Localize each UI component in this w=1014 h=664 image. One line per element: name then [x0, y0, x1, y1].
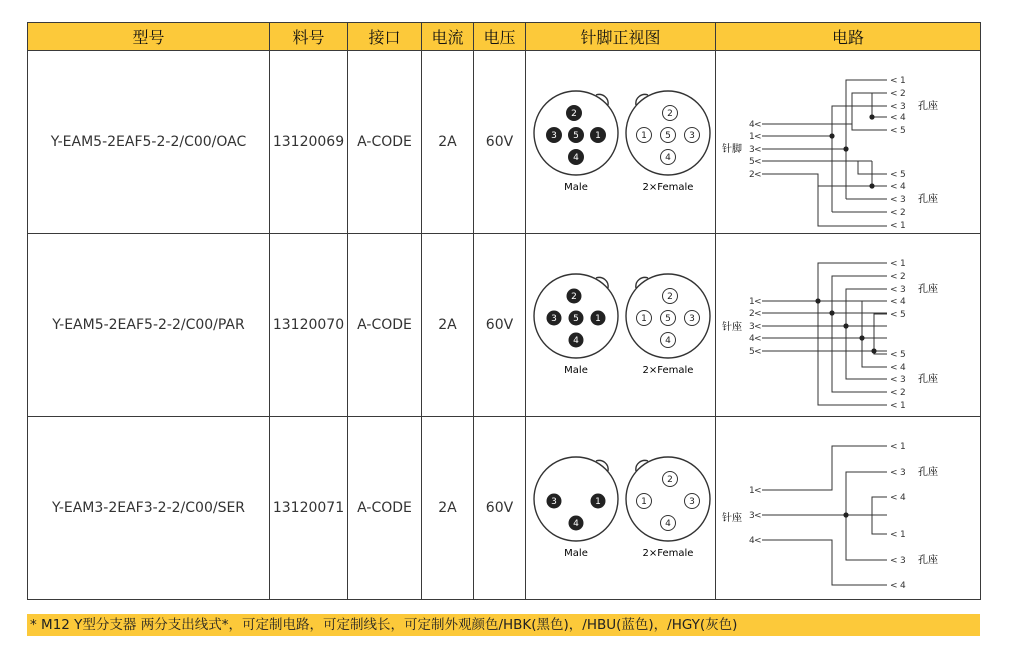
- svg-text:<: <: [890, 195, 898, 205]
- svg-text:1: 1: [900, 221, 906, 228]
- svg-text:<: <: [754, 170, 762, 180]
- svg-text:5: 5: [749, 347, 755, 357]
- svg-text:<: <: [890, 221, 898, 228]
- header-current: 电流: [422, 23, 474, 51]
- svg-text:5: 5: [900, 310, 906, 320]
- svg-text:<: <: [890, 530, 898, 540]
- circuit-diagram-ser: [722, 422, 974, 594]
- svg-text:3: 3: [749, 145, 755, 155]
- svg-text:1: 1: [640, 131, 647, 141]
- svg-text:<: <: [754, 132, 762, 142]
- male-connector: [534, 91, 618, 175]
- svg-text:3: 3: [688, 497, 695, 507]
- female-label: 2×Female: [642, 365, 693, 376]
- circuit-diagram-oac: [722, 56, 974, 228]
- socket-label-bottom: 孔座: [918, 194, 938, 205]
- svg-text:1: 1: [749, 297, 755, 307]
- svg-text:1: 1: [594, 497, 601, 507]
- svg-text:<: <: [754, 334, 762, 344]
- table-row: [28, 51, 981, 234]
- socket-label-bottom: 孔座: [918, 555, 938, 566]
- svg-text:1: 1: [900, 401, 906, 411]
- svg-text:2: 2: [570, 292, 577, 302]
- svg-text:<: <: [754, 511, 762, 521]
- table-row: [28, 234, 981, 417]
- svg-text:<: <: [754, 486, 762, 496]
- svg-text:<: <: [890, 208, 898, 218]
- current-cell: 2A: [422, 417, 474, 600]
- interface-cell: A-CODE: [348, 417, 422, 600]
- svg-text:4: 4: [900, 493, 906, 503]
- socket-label-top: 孔座: [918, 467, 938, 478]
- svg-text:4: 4: [749, 120, 755, 130]
- svg-text:1: 1: [900, 530, 906, 540]
- svg-text:4: 4: [900, 182, 906, 192]
- pin-view-cell: [526, 51, 716, 234]
- part-no-cell: 13120071: [270, 417, 348, 600]
- svg-text:4: 4: [664, 153, 671, 163]
- svg-text:1: 1: [900, 442, 906, 452]
- circuit-cell: [716, 51, 981, 234]
- svg-text:3: 3: [900, 468, 906, 478]
- pin-diagram: [530, 449, 712, 567]
- svg-text:<: <: [754, 145, 762, 155]
- svg-text:2: 2: [900, 272, 906, 282]
- svg-text:1: 1: [900, 76, 906, 86]
- svg-text:<: <: [890, 76, 898, 86]
- svg-text:<: <: [890, 297, 898, 307]
- svg-text:<: <: [754, 347, 762, 357]
- svg-text:4: 4: [572, 336, 579, 346]
- part-no-cell: 13120070: [270, 234, 348, 417]
- svg-text:<: <: [890, 375, 898, 385]
- svg-text:<: <: [754, 322, 762, 332]
- svg-text:4: 4: [900, 113, 906, 123]
- pin-side-label: 针座: [722, 322, 742, 333]
- svg-text:2: 2: [666, 109, 673, 119]
- svg-text:3: 3: [900, 556, 906, 566]
- svg-text:2: 2: [666, 475, 673, 485]
- svg-text:<: <: [890, 401, 898, 411]
- svg-text:3: 3: [550, 131, 557, 141]
- svg-text:5: 5: [900, 350, 906, 360]
- male-label: Male: [563, 365, 588, 376]
- svg-text:5: 5: [572, 131, 579, 141]
- svg-text:1: 1: [749, 132, 755, 142]
- svg-text:3: 3: [900, 285, 906, 295]
- current-cell: 2A: [422, 234, 474, 417]
- svg-text:<: <: [890, 556, 898, 566]
- svg-text:<: <: [890, 350, 898, 360]
- svg-text:<: <: [890, 285, 898, 295]
- spec-table: [27, 22, 981, 600]
- socket-label-top: 孔座: [918, 284, 938, 295]
- svg-text:1: 1: [640, 314, 647, 324]
- svg-text:3: 3: [550, 497, 557, 507]
- svg-text:4: 4: [572, 519, 579, 529]
- pin-view-cell: [526, 234, 716, 417]
- svg-text:4: 4: [900, 363, 906, 373]
- circuit-cell: [716, 234, 981, 417]
- female-connector: [626, 274, 710, 358]
- svg-text:<: <: [890, 182, 898, 192]
- svg-text:4: 4: [664, 519, 671, 529]
- svg-text:2: 2: [570, 109, 577, 119]
- part-no-cell: 13120069: [270, 51, 348, 234]
- svg-text:<: <: [890, 493, 898, 503]
- svg-text:2: 2: [900, 388, 906, 398]
- male-connector: [534, 274, 618, 358]
- voltage-cell: 60V: [474, 51, 526, 234]
- voltage-cell: 60V: [474, 234, 526, 417]
- female-label: 2×Female: [642, 182, 693, 193]
- model-cell: Y-EAM3-2EAF3-2-2/C00/SER: [28, 417, 270, 600]
- pin-side-label: 针脚: [722, 144, 742, 155]
- circuit-cell: [716, 417, 981, 600]
- header-pin-view: 针脚正视图: [526, 23, 716, 51]
- svg-text:<: <: [890, 310, 898, 320]
- svg-text:<: <: [890, 468, 898, 478]
- svg-text:5: 5: [664, 314, 671, 324]
- svg-text:<: <: [890, 126, 898, 136]
- svg-text:4: 4: [749, 334, 755, 344]
- header-part-no: 料号: [270, 23, 348, 51]
- svg-text:1: 1: [900, 259, 906, 269]
- svg-text:3: 3: [900, 375, 906, 385]
- header-circuit: 电路: [716, 23, 981, 51]
- svg-text:3: 3: [900, 102, 906, 112]
- svg-text:5: 5: [572, 314, 579, 324]
- model-cell: Y-EAM5-2EAF5-2-2/C00/PAR: [28, 234, 270, 417]
- svg-text:<: <: [890, 170, 898, 180]
- svg-text:5: 5: [664, 131, 671, 141]
- svg-text:3: 3: [550, 314, 557, 324]
- svg-text:<: <: [754, 309, 762, 319]
- svg-text:2: 2: [749, 170, 755, 180]
- svg-text:<: <: [754, 536, 762, 546]
- svg-text:3: 3: [688, 314, 695, 324]
- pin-diagram: [530, 266, 712, 384]
- current-cell: 2A: [422, 51, 474, 234]
- circuit-diagram-par: [722, 239, 974, 411]
- svg-text:1: 1: [749, 486, 755, 496]
- male-connector: [534, 457, 618, 541]
- socket-label-bottom: 孔座: [918, 374, 938, 385]
- svg-text:<: <: [890, 102, 898, 112]
- pin-view-cell: [526, 417, 716, 600]
- svg-text:3: 3: [749, 322, 755, 332]
- footer-note: * M12 Y型分支器 两分支出线式*，可定制电路，可定制线长，可定制外观颜色/HBK(黑色)，/HBU(蓝色)，/HGY(灰色): [27, 614, 980, 636]
- svg-text:5: 5: [900, 170, 906, 180]
- svg-text:1: 1: [640, 497, 647, 507]
- svg-text:1: 1: [594, 131, 601, 141]
- svg-text:<: <: [890, 442, 898, 452]
- svg-text:2: 2: [749, 309, 755, 319]
- svg-text:<: <: [890, 581, 898, 591]
- table-row: [28, 417, 981, 600]
- female-label: 2×Female: [642, 548, 693, 559]
- svg-text:4: 4: [749, 536, 755, 546]
- svg-text:<: <: [890, 89, 898, 99]
- svg-text:3: 3: [900, 195, 906, 205]
- interface-cell: A-CODE: [348, 234, 422, 417]
- svg-text:2: 2: [666, 292, 673, 302]
- svg-text:<: <: [754, 297, 762, 307]
- header-voltage: 电压: [474, 23, 526, 51]
- male-label: Male: [563, 182, 588, 193]
- header-row: [28, 23, 981, 51]
- svg-text:<: <: [890, 363, 898, 373]
- svg-text:<: <: [890, 259, 898, 269]
- svg-text:5: 5: [749, 157, 755, 167]
- pin-diagram: [530, 83, 712, 201]
- svg-text:2: 2: [900, 208, 906, 218]
- header-interface: 接口: [348, 23, 422, 51]
- pin-side-label: 针座: [722, 513, 742, 524]
- svg-text:4: 4: [900, 581, 906, 591]
- female-connector: [626, 457, 710, 541]
- model-cell: Y-EAM5-2EAF5-2-2/C00/OAC: [28, 51, 270, 234]
- svg-text:2: 2: [900, 89, 906, 99]
- socket-label-top: 孔座: [918, 101, 938, 112]
- svg-text:3: 3: [749, 511, 755, 521]
- male-label: Male: [563, 548, 588, 559]
- svg-text:<: <: [890, 272, 898, 282]
- svg-text:4: 4: [900, 297, 906, 307]
- svg-text:5: 5: [900, 126, 906, 136]
- svg-text:<: <: [754, 120, 762, 130]
- svg-text:4: 4: [664, 336, 671, 346]
- svg-text:<: <: [890, 113, 898, 123]
- voltage-cell: 60V: [474, 417, 526, 600]
- svg-text:<: <: [754, 157, 762, 167]
- svg-text:3: 3: [688, 131, 695, 141]
- svg-text:4: 4: [572, 153, 579, 163]
- header-model: 型号: [28, 23, 270, 51]
- interface-cell: A-CODE: [348, 51, 422, 234]
- svg-text:1: 1: [594, 314, 601, 324]
- female-connector: [626, 91, 710, 175]
- svg-text:<: <: [890, 388, 898, 398]
